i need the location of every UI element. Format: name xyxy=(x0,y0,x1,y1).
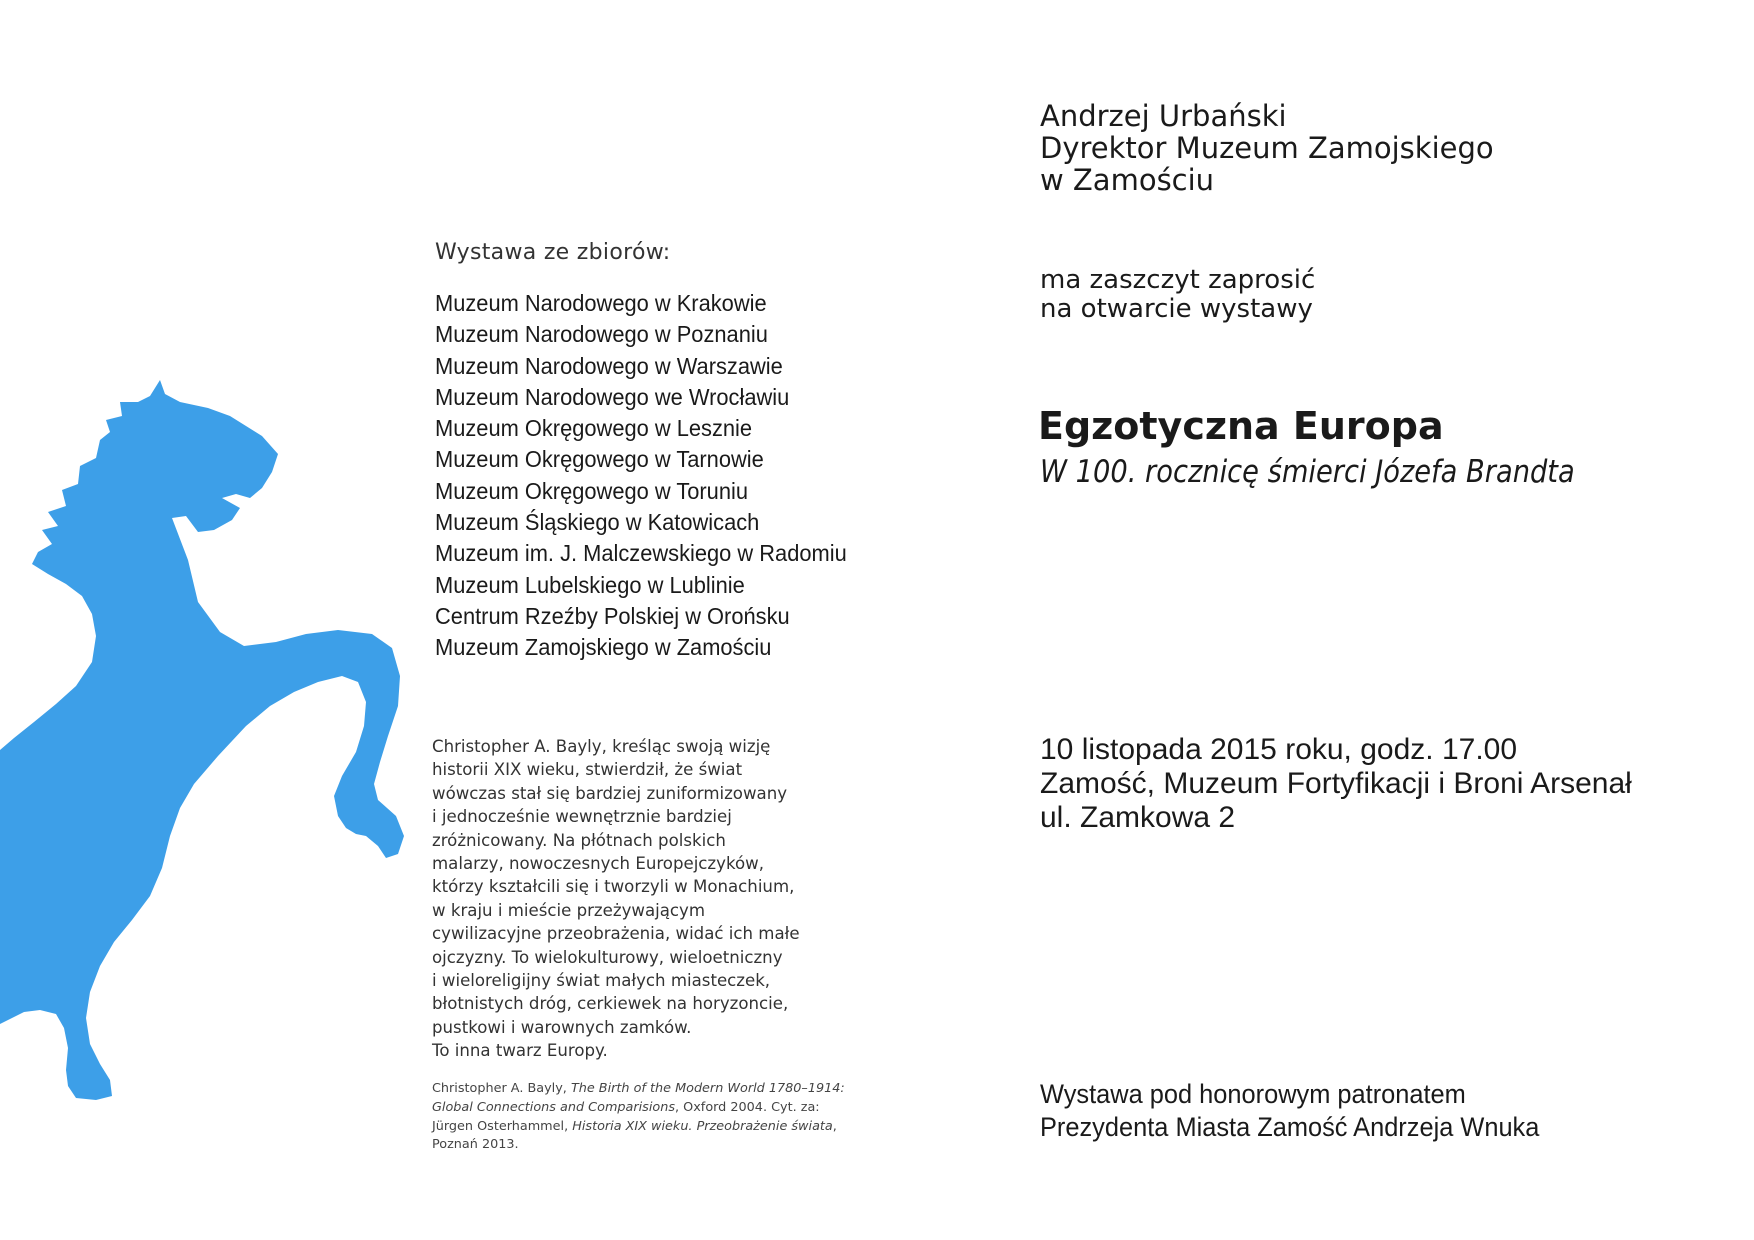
quote-line: i wieloreligijny świat małych miasteczek, xyxy=(432,971,771,991)
citation-text: , Oxford 2004. Cyt. za: Jürgen Osterhammel, xyxy=(432,1099,820,1134)
collection-item: Muzeum Lubelskiego w Lublinie xyxy=(435,571,745,598)
event-details xyxy=(1040,733,1632,835)
quote-line: To inna twarz Europy. xyxy=(432,1041,608,1061)
citation-book-title: The Birth of the Modern World 1780–1914: Global Connections and Comparisions xyxy=(432,1081,845,1115)
quote-line: błotnistych dróg, cerkiewek na horyzoncie, xyxy=(432,994,789,1014)
event-address: ul. Zamkowa 2 xyxy=(1040,801,1236,834)
bayly-quote xyxy=(432,735,852,1063)
quote-line: i jednocześnie wewnętrznie bardziej xyxy=(432,807,732,827)
host-role: Dyrektor Muzeum Zamojskiego xyxy=(1040,131,1494,165)
quote-line: zróżnicowany. Na płótnach polskich xyxy=(432,830,726,850)
exhibition-title: Egzotyczna Europa xyxy=(1038,404,1444,448)
host-block xyxy=(1040,100,1494,196)
collection-item: Muzeum Narodowego w Krakowie xyxy=(435,290,767,316)
patronage-line: Prezydenta Miasta Zamość Andrzeja Wnuka xyxy=(1040,1112,1540,1142)
quote-line: w kraju i mieście przeżywającym xyxy=(432,900,706,920)
invite-line: na otwarcie wystawy xyxy=(1040,294,1313,324)
quote-line: którzy kształcili się i tworzyli w Monachium, xyxy=(432,877,795,897)
rearing-horse-illustration xyxy=(0,380,420,1100)
horse-silhouette xyxy=(0,380,404,1100)
collection-item: Muzeum Okręgowego w Lesznie xyxy=(435,415,753,442)
event-date: 10 listopada 2015 roku, godz. 17.00 xyxy=(1040,733,1518,766)
invite-line: ma zaszczyt zaprosić xyxy=(1040,265,1316,295)
quote-line: Christopher A. Bayly, kreśląc swoją wizję xyxy=(432,737,771,756)
collection-item: Muzeum im. J. Malczewskiego w Radomiu xyxy=(435,540,847,567)
quote-line: pustkowi i warownych zamków. xyxy=(432,1017,692,1037)
host-name: Andrzej Urbański xyxy=(1040,99,1287,133)
collections-heading: Wystawa ze zbiorów: xyxy=(435,240,671,265)
quote-line: malarzy, nowoczesnych Europejczyków, xyxy=(432,854,764,874)
collection-item: Muzeum Śląskiego w Katowicach xyxy=(435,509,760,536)
quote-line: cywilizacyjne przeobrażenia, widać ich małe xyxy=(432,924,800,944)
collection-item: Muzeum Zamojskiego w Zamościu xyxy=(435,634,772,661)
collection-item: Muzeum Narodowego we Wrocławiu xyxy=(435,383,790,410)
collection-item: Muzeum Okręgowego w Toruniu xyxy=(435,477,749,504)
quote-line: historii XIX wieku, stwierdził, że świat xyxy=(432,760,743,780)
collection-item: Centrum Rzeźby Polskiej w Orońsku xyxy=(435,602,790,629)
host-place: w Zamościu xyxy=(1040,163,1215,197)
quote-line: ojczyzny. To wielokulturowy, wieloetniczny xyxy=(432,947,783,967)
patronage-line: Wystawa pod honorowym patronatem xyxy=(1040,1079,1466,1109)
invitation-text xyxy=(1040,266,1315,324)
exhibition-subtitle: W 100. rocznicę śmierci Józefa Brandta xyxy=(1040,454,1575,490)
citation-author: Christopher A. Bayly, xyxy=(432,1081,571,1096)
collection-item: Muzeum Narodowego w Warszawie xyxy=(435,352,783,379)
quote-line: wówczas stał się bardziej zuniformizowany xyxy=(432,783,788,803)
citation-book-title: Historia XIX wieku. Przeobrażenie świata xyxy=(572,1118,833,1134)
collection-item: Muzeum Okręgowego w Tarnowie xyxy=(435,446,764,473)
collection-item: Muzeum Narodowego w Poznaniu xyxy=(435,321,768,348)
citation xyxy=(432,1080,852,1155)
citation-text: , Poznań 2013. xyxy=(432,1118,837,1153)
collections-list xyxy=(435,288,847,664)
patronage-note xyxy=(1040,1078,1539,1144)
event-venue: Zamość, Muzeum Fortyfikacji i Broni Arsenał xyxy=(1040,767,1632,800)
